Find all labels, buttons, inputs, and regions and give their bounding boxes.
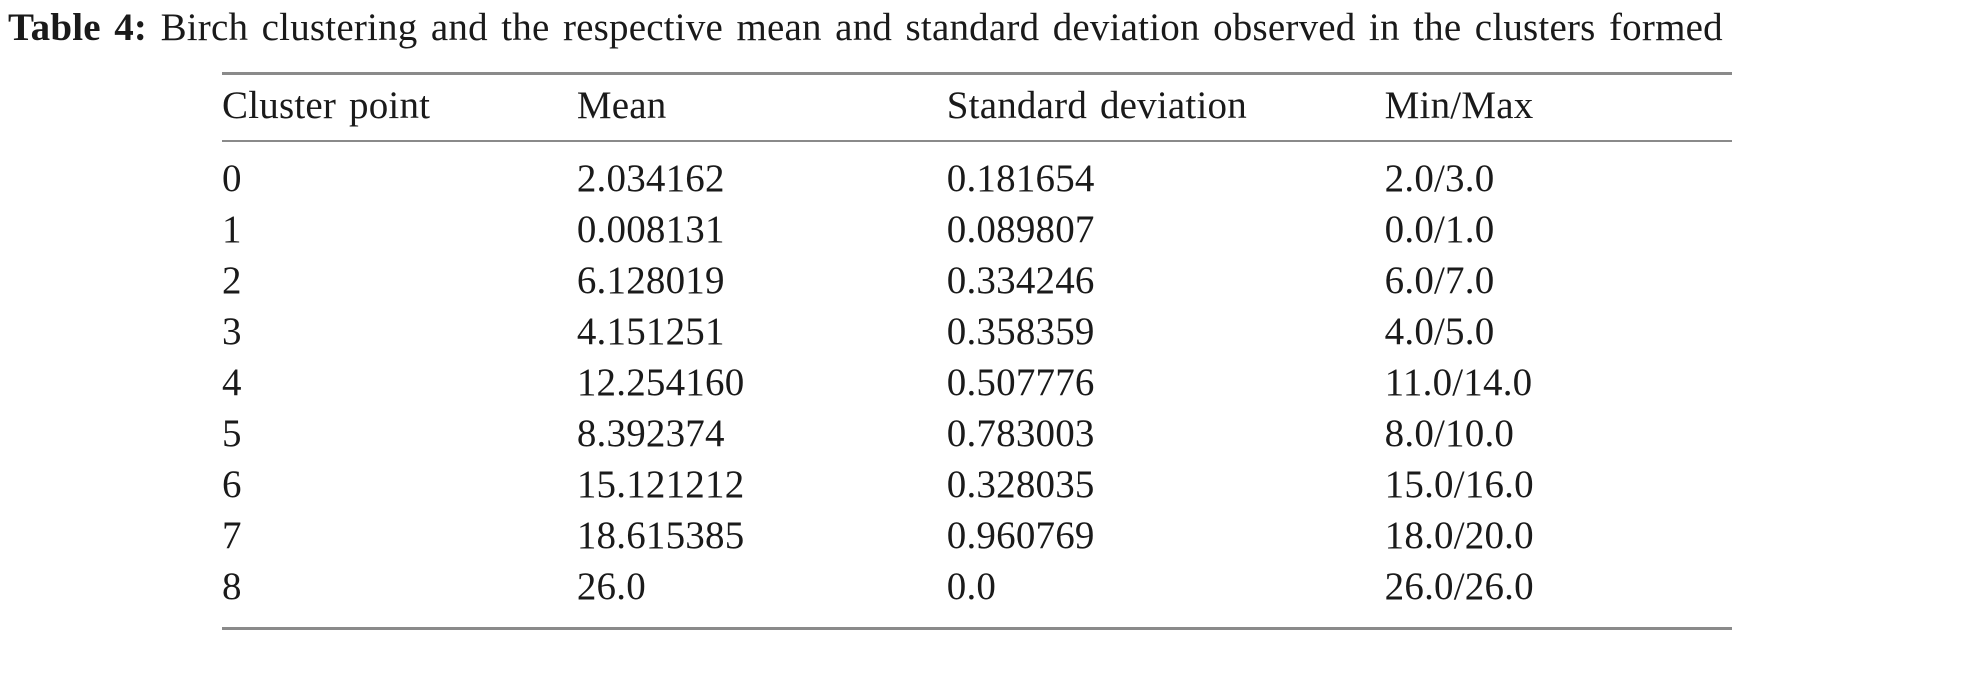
column-header-mean: Mean [576,83,667,127]
table-caption [0,0,1946,52]
table-row [222,510,1732,561]
table-row [222,561,1732,629]
cell-cluster-point: 7 [222,513,242,557]
column-header-cluster-point: Cluster point [222,83,431,127]
cell-mean: 2.034162 [576,156,725,200]
table-row [222,306,1732,357]
cell-cluster-point: 2 [222,258,242,302]
table-row [222,204,1732,255]
cell-mean: 6.128019 [576,258,725,302]
table-caption-label: Table 4: [8,6,148,49]
cell-cluster-point: 6 [222,462,242,506]
table-caption-text: Birch clustering and the respective mean and standard deviation observed in the clusters formed [160,6,1723,49]
cell-standard-deviation: 0.334246 [946,258,1095,302]
cell-mean: 15.121212 [576,462,745,506]
cell-mean: 0.008131 [576,207,725,251]
cell-mean: 8.392374 [576,411,725,455]
table-row [222,141,1732,204]
cell-standard-deviation: 0.507776 [946,360,1095,404]
table-row [222,255,1732,306]
clustering-results-table [222,72,1732,630]
cell-standard-deviation: 0.0 [946,564,997,608]
cell-mean: 18.615385 [576,513,745,557]
cell-cluster-point: 4 [222,360,242,404]
cell-min-max: 6.0/7.0 [1384,258,1495,302]
table-body [222,141,1732,629]
cell-standard-deviation: 0.783003 [946,411,1095,455]
cell-cluster-point: 0 [222,156,242,200]
column-header-standard-deviation: Standard deviation [946,83,1247,127]
cell-min-max: 26.0/26.0 [1384,564,1534,608]
cell-cluster-point: 3 [222,309,242,353]
cell-min-max: 4.0/5.0 [1384,309,1495,353]
table-header [222,73,1732,141]
cell-mean: 12.254160 [576,360,745,404]
cell-min-max: 18.0/20.0 [1384,513,1534,557]
table-header-row [222,73,1732,141]
cell-min-max: 15.0/16.0 [1384,462,1534,506]
cell-min-max: 0.0/1.0 [1384,207,1495,251]
cell-standard-deviation: 0.358359 [946,309,1095,353]
cell-mean: 26.0 [576,564,646,608]
table-row [222,459,1732,510]
cell-cluster-point: 5 [222,411,242,455]
cell-cluster-point: 8 [222,564,242,608]
table-container [222,72,1732,630]
cell-min-max: 8.0/10.0 [1384,411,1515,455]
cell-standard-deviation: 0.328035 [946,462,1095,506]
cell-mean: 4.151251 [576,309,725,353]
cell-cluster-point: 1 [222,207,242,251]
column-header-min-max: Min/Max [1384,83,1534,127]
cell-standard-deviation: 0.089807 [946,207,1095,251]
table-row [222,357,1732,408]
cell-standard-deviation: 0.960769 [946,513,1095,557]
cell-min-max: 11.0/14.0 [1384,360,1533,404]
cell-min-max: 2.0/3.0 [1384,156,1495,200]
cell-standard-deviation: 0.181654 [946,156,1095,200]
table-row [222,408,1732,459]
